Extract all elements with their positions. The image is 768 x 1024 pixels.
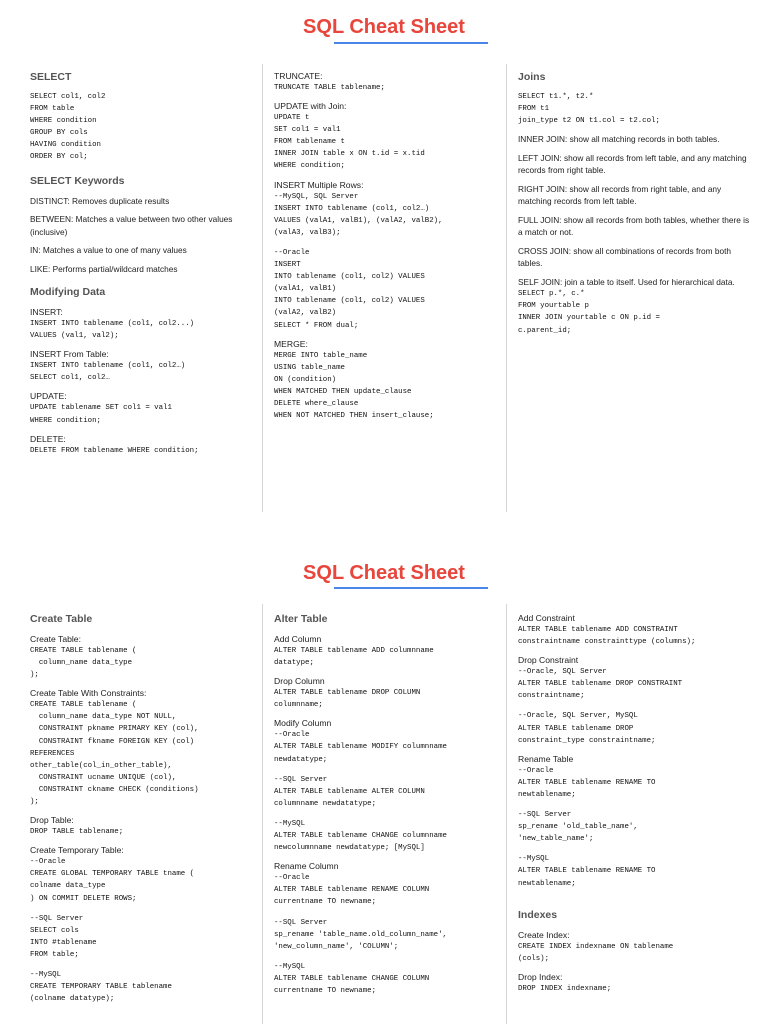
column-create-table: [30, 612, 262, 1005]
title-underline: [334, 587, 488, 589]
code-block: CREATE INDEX indexname ON tablename (cols);: [518, 942, 674, 963]
label-insert-multiple-rows: INSERT Multiple Rows:: [274, 179, 364, 190]
label-merge: MERGE:: [274, 338, 308, 349]
code-block: ALTER TABLE tablename ADD CONSTRAINT constraintname constrainttype (columns);: [518, 626, 696, 647]
label-truncate: TRUNCATE:: [274, 71, 323, 81]
label-drop-table: Drop Table:: [30, 815, 74, 826]
label-create-index: Create Index:: [518, 929, 570, 940]
column-divider: [506, 604, 507, 1024]
join-left: LEFT JOIN: show all records from left table, and any matching records from right table.: [518, 152, 747, 176]
code-block: DROP INDEX indexname;: [518, 984, 612, 993]
code-block: --Oracle ALTER TABLE tablename RENAME COLUMN currentname TO newname;: [274, 874, 430, 907]
title-underline: [334, 42, 488, 44]
column-constraints-indexes: [518, 612, 750, 995]
column-modify: [274, 70, 506, 422]
section-heading-modifying-data: Modifying Data: [30, 286, 106, 299]
code-block: ALTER TABLE tablename ADD columnname datatype;: [274, 647, 434, 668]
code-block: --Oracle CREATE GLOBAL TEMPORARY TABLE tname ( colname data_type ) ON COMMIT DELETE ROWS;: [30, 858, 195, 903]
code-block: INSERT INTO tablename (col1, col2…) SELECT col1, col2…: [30, 362, 186, 383]
code-block: SELECT t1.*, t2.* FROM t1 join_type t2 ON t1.col = t2.col;: [518, 93, 660, 126]
label-drop-column: Drop Column: [274, 676, 325, 687]
label-create-table: Create Table:: [30, 634, 81, 644]
section-heading-joins: Joins: [518, 71, 546, 83]
column-alter-table: [274, 612, 506, 997]
code-block: --MySQL, SQL Server INSERT INTO tablename (col1, col2…) VALUES (valA1, valB1), (valA2, valB2), (valA3, valB3);: [274, 192, 443, 237]
label-rename-column: Rename Column: [274, 861, 339, 872]
label-rename-table: Rename Table: [518, 753, 574, 764]
column-select: [30, 70, 262, 457]
code-block: --Oracle, SQL Server ALTER TABLE tablename DROP CONSTRAINT constraintname;: [518, 668, 683, 701]
label-drop-constraint: Drop Constraint: [518, 655, 579, 666]
code-block: --Oracle ALTER TABLE tablename RENAME TO newtablename;: [518, 766, 656, 799]
code-block: --MySQL ALTER TABLE tablename RENAME TO newtablename;: [518, 855, 656, 888]
keyword-like: LIKE: Performs partial/wildcard matches: [30, 263, 178, 274]
join-full: FULL JOIN: show all records from both tables, whether there is a match or not.: [518, 214, 750, 238]
code-block: --Oracle, SQL Server, MySQL ALTER TABLE tablename DROP constraint_type constraintname;: [518, 712, 656, 745]
column-divider: [262, 64, 263, 512]
section-heading-select: SELECT: [30, 71, 72, 83]
code-block: MERGE INTO table_name USING table_name ON (condition) WHEN MATCHED THEN update_clause DELETE where_clause WHEN NOT MATCHED THEN insert_clause;: [274, 351, 434, 421]
code-block: CREATE TABLE tablename ( column_name data_type NOT NULL, CONSTRAINT pkname PRIMARY KEY (col), CONSTRAINT fkname FOREIGN KEY (col) REFERENCES other_table(col_in_other_table), CONSTRAINT ucname UNIQUE (col), CONSTRAINT ckname CHECK (conditions) );: [30, 701, 199, 807]
label-modify-column: Modify Column: [274, 718, 332, 729]
code-block: CREATE TABLE tablename ( column_name data_type );: [30, 647, 137, 680]
label-drop-index: Drop Index:: [518, 971, 563, 982]
label-update-with-join: UPDATE with Join:: [274, 101, 347, 112]
code-block: UPDATE tablename SET col1 = val1 WHERE condition;: [30, 404, 172, 425]
join-inner: INNER JOIN: show all matching records in both tables.: [518, 134, 720, 145]
code-block: INSERT INTO tablename (col1, col2...) VALUES (val1, val2);: [30, 320, 195, 341]
code-block: --Oracle INSERT INTO tablename (col1, col2) VALUES (valA1, valB1) INTO tablename (col1, col2) VALUES (valA2, valB2) SELECT * FROM dual;: [274, 248, 425, 330]
join-cross: CROSS JOIN: show all combinations of records from both tables.: [518, 245, 732, 269]
code-block: SELECT p.*, c.* FROM yourtable p INNER JOIN yourtable c ON p.id = c.parent_id;: [518, 290, 660, 335]
code-block: --SQL Server sp_rename 'table_name.old_column_name', 'new_column_name', 'COLUMN';: [274, 918, 447, 951]
label-create-temporary-table: Create Temporary Table:: [30, 845, 124, 856]
column-divider: [262, 604, 263, 1024]
page-title: SQL Cheat Sheet: [303, 562, 465, 584]
label-add-column: Add Column: [274, 634, 322, 644]
column-joins: [518, 70, 750, 337]
code-block: --MySQL CREATE TEMPORARY TABLE tablename (colname datatype);: [30, 970, 172, 1004]
section-heading-select-keywords: SELECT Keywords: [30, 174, 125, 187]
section-heading-alter-table: Alter Table: [274, 613, 328, 625]
code-block: --MySQL ALTER TABLE tablename CHANGE COLUMN currentname TO newname;: [274, 962, 430, 995]
code-block: --SQL Server SELECT cols INTO #tablename FROM table;: [30, 914, 97, 959]
code-block: --MySQL ALTER TABLE tablename CHANGE columnname newcolumnname newdatatype; [MySQL]: [274, 819, 447, 853]
label-insert-from-table: INSERT From Table:: [30, 349, 109, 360]
code-block: SELECT col1, col2 FROM table WHERE condition GROUP BY cols HAVING condition ORDER BY col;: [30, 93, 106, 162]
label-add-constraint: Add Constraint: [518, 613, 575, 623]
cheat-sheet-page-2: [0, 548, 768, 1024]
code-block: --SQL Server ALTER TABLE tablename ALTER COLUMN columnname newdatatype;: [274, 775, 425, 808]
page-title: SQL Cheat Sheet: [303, 16, 465, 38]
label-create-table-constraints: Create Table With Constraints:: [30, 688, 147, 699]
label-delete: DELETE:: [30, 433, 66, 444]
code-block: ALTER TABLE tablename DROP COLUMN columnname;: [274, 689, 421, 710]
keyword-distinct: DISTINCT: Removes duplicate results: [30, 195, 170, 206]
keyword-in: IN: Matches a value to one of many values: [30, 245, 187, 256]
keyword-between: BETWEEN: Matches a value between two other values (inclusive): [30, 214, 233, 237]
column-divider: [506, 64, 507, 512]
code-block: --SQL Server sp_rename 'old_table_name', 'new_table_name';: [518, 811, 638, 844]
join-self: SELF JOIN: join a table to itself. Used for hierarchical data.: [518, 276, 735, 287]
section-heading-create-table: Create Table: [30, 613, 93, 625]
join-right: RIGHT JOIN: show all records from right table, and any matching records from left table.: [518, 183, 722, 207]
code-block: --Oracle ALTER TABLE tablename MODIFY columnname newdatatype;: [274, 731, 447, 764]
code-block: DELETE FROM tablename WHERE condition;: [30, 446, 199, 455]
code-block: UPDATE t SET col1 = val1 FROM tablename t INNER JOIN table x ON t.id = x.tid WHERE condition;: [274, 114, 425, 171]
section-heading-indexes: Indexes: [518, 908, 558, 921]
label-update: UPDATE:: [30, 391, 67, 402]
code-block: DROP TABLE tablename;: [30, 828, 124, 837]
label-insert: INSERT:: [30, 307, 63, 318]
code-block: TRUNCATE TABLE tablename;: [274, 84, 385, 92]
